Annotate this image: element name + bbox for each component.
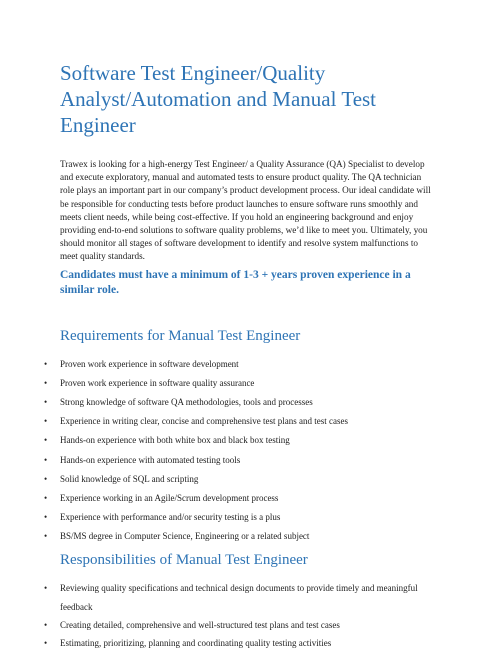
list-item [44, 473, 435, 485]
responsibilities-heading: Responsibilities of Manual Test Engineer [60, 551, 308, 568]
list-item [44, 637, 435, 650]
bullet-icon: • [44, 619, 48, 630]
requirements-heading: Requirements for Manual Test Engineer [60, 327, 301, 344]
list-item [44, 454, 435, 466]
requirement-text: Experience with performance and/or security testing is a plus [60, 512, 281, 523]
list-item [44, 530, 435, 542]
requirement-text: BS/MS degree in Computer Science, Engineering or a related subject [60, 531, 310, 542]
responsibility-text-continued: feedback [60, 601, 93, 612]
bullet-icon: • [44, 416, 48, 427]
list-item [44, 492, 435, 504]
page-title: Software Test Engineer/Quality Analyst/Automation and Manual Test Engineer [60, 61, 377, 137]
list-item [44, 377, 435, 389]
responsibility-text: Reviewing quality specifications and technical design documents to provide timely and meaningful [60, 582, 418, 593]
bullet-icon: • [44, 531, 48, 542]
responsibility-text: Creating detailed, comprehensive and well-structured test plans and test cases [60, 619, 340, 630]
bullet-icon: • [44, 582, 48, 593]
requirement-text: Hands-on experience with both white box and black box testing [60, 435, 290, 446]
list-item [44, 434, 435, 446]
responsibility-text: Estimating, prioritizing, planning and coordinating quality testing activities [60, 637, 332, 648]
bullet-icon: • [44, 512, 48, 523]
list-item [44, 511, 435, 523]
requirement-text: Proven work experience in software development [60, 358, 239, 369]
experience-requirement: Candidates must have a minimum of 1-3 + years proven experience in a similar role. [60, 268, 411, 296]
requirement-text: Experience in writing clear, concise and comprehensive test plans and test cases [60, 416, 349, 427]
bullet-icon: • [44, 435, 48, 446]
list-item [44, 415, 435, 427]
intro-paragraph: Trawex is looking for a high-energy Test Engineer/ a Quality Assurance (QA) Specialist to develop and execute exploratory, manual and automated tests to ensure product quality. The QA technician role plays an important part in our company’s product development process. Our ideal candidate will be responsible for conducting tests before product launches to ensure software runs smoothly and meets client needs, while being cost-effective. If you hold an engineering background and enjoy providing end-to-end solutions to software quality problems, we’d like to meet you. Ultimately, you should monitor all stages of software development to identify and resolve system malfunctions to meet quality standards. [60, 159, 431, 262]
bullet-icon: • [44, 637, 48, 648]
requirement-text: Proven work experience in software quality assurance [60, 377, 255, 388]
list-item [44, 396, 435, 408]
bullet-icon: • [44, 377, 48, 388]
list-item [44, 619, 435, 632]
list-item [44, 358, 435, 370]
list-item [44, 582, 435, 614]
requirement-text: Solid knowledge of SQL and scripting [60, 473, 199, 484]
bullet-icon: • [44, 492, 48, 503]
responsibilities-list [44, 582, 435, 650]
requirement-text: Strong knowledge of software QA methodologies, tools and processes [60, 397, 313, 407]
requirement-text: Hands-on experience with automated testing tools [60, 454, 241, 465]
bullet-icon: • [44, 397, 48, 407]
bullet-icon: • [44, 473, 48, 484]
requirement-text: Experience working in an Agile/Scrum development process [60, 492, 279, 503]
bullet-icon: • [44, 358, 48, 369]
requirements-list [44, 358, 435, 543]
bullet-icon: • [44, 454, 48, 465]
